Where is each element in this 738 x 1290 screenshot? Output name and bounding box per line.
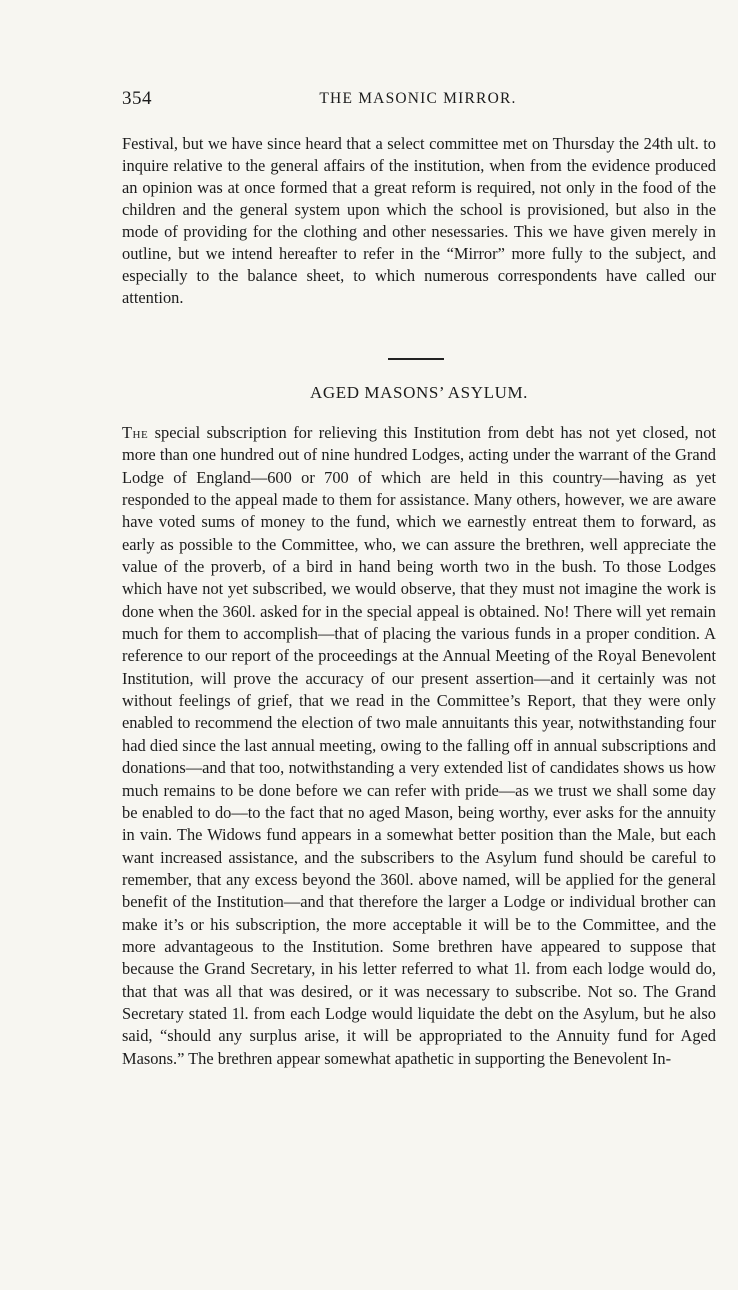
paragraph-continuation: Festival, but we have since heard that a select committee met on Thursday the 24th ult. to inquire relative to the general affairs of the institution, when from the evidence produced an opinion was at once formed that a great reform is required, not only in the food of the children and the general system upon which the school is provisioned, but also in the mode of providing for the clothing and other nesessaries. This we have given merely in outline, but we intend hereafter to refer in the “Mirror” more fully to the subject, and especially to the balance sheet, to which numerous correspondents have called our attention. (122, 134, 716, 308)
section-heading: AGED MASONS’ ASYLUM. (309, 383, 529, 402)
section-divider (388, 358, 444, 360)
running-head (122, 88, 714, 112)
paragraph-lead-word: The (122, 423, 149, 442)
page-number: 354 (122, 88, 152, 109)
journal-title: THE MASONIC MIRROR. (319, 90, 517, 107)
paragraph-asylum (122, 422, 716, 1070)
paragraph-body: special subscription for relieving this Institution from debt has not yet closed, not more than one hundred out of nine hundred Lodges, acting under the warrant of the Grand Lodge of England—600 or 700 of which are held in this country—having as yet responded to the appeal made to them for assistance. Many others, however, we are aware have voted sums of money to the fund, which we earnestly entreat them to forward, as early as possible to the Committee, who, we can assure the brethren, well appreciate the value of the proverb, of a bird in hand being worth two in the bush. To those Lodges which have not yet subscribed, we would observe, that they must not imagine the work is done when the 360l. asked for in the special appeal is obtained. No! There will yet remain much for them to accomplish—that of placing the various funds in a proper condition. A reference to our report of the proceedings at the Annual Meeting of the Royal Benevolent Institution, will prove the accuracy of our present assertion—and it certainly was not without feelings of grief, that we read in the Committee’s Report, that they were only enabled to recommend the election of two male annuitants this year, notwithstanding four had died since the last annual meeting, owing to the falling off in annual subscriptions and donations—and that too, notwithstanding a very extended list of candidates shows us how much remains to be done before we can refer with pride—as we trust we shall some day be enabled to do—to the fact that no aged Mason, being worthy, ever asks for the annuity in vain. The Widows fund appears in a somewhat better position than the Male, but each want increased assistance, and the subscribers to the Asylum fund should be careful to remember, that any excess beyond the 360l. above named, will be applied for the general benefit of the Institution—and that therefore the larger a Lodge or individual brother can make it’s or his subscription, the more acceptable it will be to the Committee, and the more advantageous to the Institution. Some brethren have appeared to suppose that because the Grand Secretary, in his letter referred to what 1l. from each lodge would do, that that was all that was desired, or it was necessary to subscribe. Not so. The Grand Secretary stated 1l. from each Lodge would liquidate the debt on the Asylum, but he also said, “should any surplus arise, it will be appropriated to the Annuity fund for Aged Masons.” The brethren appear somewhat apathetic in supporting the Benevolent In- (122, 423, 716, 1068)
